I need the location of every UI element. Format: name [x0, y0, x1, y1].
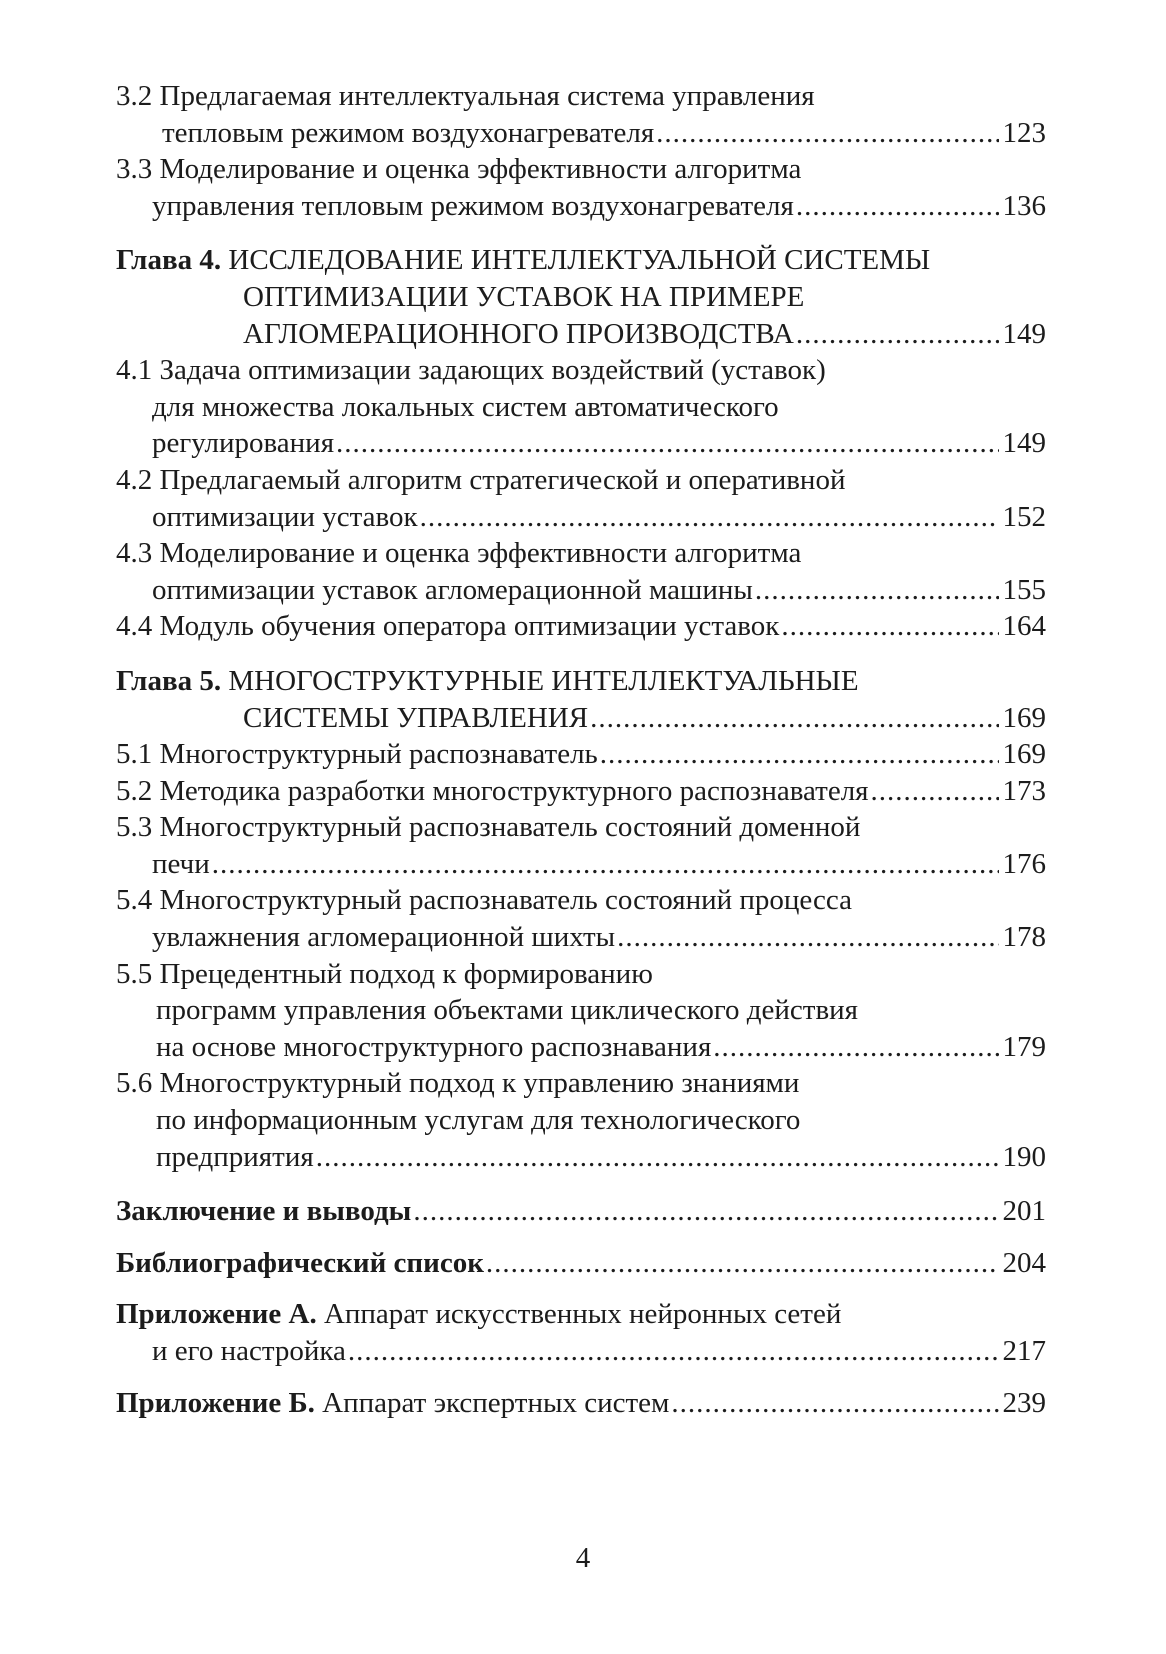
dot-leader [781, 608, 998, 645]
toc-entry-3-3 [116, 151, 1046, 224]
chapter-title: ОПТИМИЗАЦИИ УСТАВОК НА ПРИМЕРЕ [243, 280, 805, 313]
toc-entry-5-5 [116, 956, 1046, 1066]
toc-entry-text: тепловым режимом воздухонагревателя [162, 116, 655, 149]
toc-entry-text: 5.5 Прецедентный подход к формированию [116, 957, 653, 990]
dot-leader [871, 773, 999, 810]
dot-leader [656, 115, 998, 152]
toc-entry-text: 5.2 Методика разработки многоструктурного распознавателя [116, 774, 869, 807]
section-title: Библиографический список [116, 1246, 484, 1279]
page-ref: 169 [1002, 701, 1046, 734]
toc-entry-5-3 [116, 809, 1046, 882]
page-ref: 178 [1002, 921, 1046, 954]
toc-entry-5-6 [116, 1065, 1046, 1175]
toc-entry-4-1 [116, 352, 1046, 462]
toc-entry-text: 3.3 Моделирование и оценка эффективности алгоритма [116, 153, 802, 186]
page-number: 4 [575, 1542, 591, 1574]
toc-entry-text: 4.1 Задача оптимизации задающих воздействий (уставок) [116, 354, 826, 387]
toc-entry-text: печи [152, 847, 210, 880]
dot-leader [590, 700, 998, 737]
toc-entry-3-2 [116, 78, 1046, 151]
chapter-label: Глава 5. [116, 664, 222, 697]
toc-entry-text: 4.2 Предлагаемый алгоритм стратегической и оперативной [116, 463, 846, 496]
page-ref: 155 [1002, 573, 1046, 606]
page-ref: 217 [1002, 1335, 1046, 1367]
page-ref: 149 [1002, 427, 1046, 460]
chapter-label: Глава 4. [116, 244, 222, 277]
page-ref: 169 [1002, 738, 1046, 771]
toc-entry-5-1 [116, 736, 1046, 773]
dot-leader [600, 736, 999, 773]
toc-entry-text: оптимизации уставок агломерационной машины [152, 573, 753, 606]
toc-entry-4-4 [116, 608, 1046, 645]
appendix-title: и его настройка [152, 1335, 346, 1367]
toc-chapter-4 [116, 242, 1046, 352]
dot-leader [755, 572, 999, 609]
toc-entry-text: увлажнения агломерационной шихты [152, 921, 616, 954]
toc-entry-text: по информационным услугам для технологического [156, 1104, 801, 1137]
dot-leader [212, 846, 999, 883]
page-ref: 152 [1002, 500, 1046, 533]
dot-leader [486, 1245, 999, 1282]
chapter-title: ИССЛЕДОВАНИЕ ИНТЕЛЛЕКТУАЛЬНОЙ СИСТЕМЫ [221, 244, 931, 277]
dot-leader [713, 1029, 998, 1066]
toc-entry-4-2 [116, 462, 1046, 535]
appendix-title: Аппарат экспертных систем [314, 1386, 670, 1419]
page-ref: 176 [1002, 847, 1046, 880]
toc-entry-text: 5.4 Многоструктурный распознаватель состояний процесса [116, 884, 852, 917]
toc-bibliography [116, 1245, 1046, 1282]
page-ref: 136 [1002, 189, 1046, 222]
toc-entry-text: регулирования [152, 427, 335, 460]
page-ref: 123 [1002, 116, 1046, 149]
toc-entry-5-2 [116, 773, 1046, 810]
toc-entry-text: 4.4 Модуль обучения оператора оптимизации уставок [116, 610, 780, 643]
toc-appendix-a [116, 1296, 1046, 1369]
toc-entry-text: 3.2 Предлагаемая интеллектуальная система управления [116, 80, 815, 112]
toc-entry-text: 4.3 Моделирование и оценка эффективности алгоритма [116, 537, 802, 570]
page-ref: 190 [1002, 1140, 1046, 1173]
toc-appendix-b [116, 1385, 1046, 1422]
dot-leader [316, 1139, 999, 1176]
page-ref: 164 [1002, 610, 1046, 643]
dot-leader [671, 1385, 998, 1422]
dot-leader [413, 1193, 998, 1230]
dot-leader [420, 499, 999, 536]
dot-leader [348, 1333, 999, 1370]
toc-entry-text: 5.6 Многоструктурный подход к управлению знаниями [116, 1067, 800, 1100]
toc-entry-text: для множества локальных систем автоматического [152, 390, 779, 423]
table-of-contents [116, 78, 1046, 1421]
page-ref: 239 [1002, 1386, 1046, 1419]
dot-leader [617, 919, 998, 956]
chapter-title: СИСТЕМЫ УПРАВЛЕНИЯ [243, 701, 589, 734]
toc-entry-text: предприятия [156, 1140, 314, 1173]
toc-entry-5-4 [116, 882, 1046, 955]
dot-leader [796, 188, 999, 225]
toc-chapter-5 [116, 663, 1046, 736]
page-ref: 149 [1002, 317, 1046, 350]
toc-entry-text: 5.3 Многоструктурный распознаватель состояний доменной [116, 811, 861, 844]
toc-entry-text: оптимизации уставок [152, 500, 418, 533]
dot-leader [796, 316, 999, 353]
toc-entry-text: управления тепловым режимом воздухонагревателя [152, 189, 794, 222]
appendix-label: Приложение А. [116, 1298, 317, 1331]
page-ref: 179 [1002, 1030, 1046, 1063]
page-ref: 204 [1002, 1246, 1046, 1279]
toc-entry-text: программ управления объектами циклического действия [156, 994, 858, 1027]
page-ref: 201 [1002, 1195, 1046, 1228]
page-ref: 173 [1002, 774, 1046, 807]
toc-conclusion [116, 1193, 1046, 1230]
toc-entry-text: 5.1 Многоструктурный распознаватель [116, 738, 598, 771]
dot-leader [336, 425, 998, 462]
toc-entry-text: на основе многоструктурного распознавания [156, 1030, 712, 1063]
appendix-title: Аппарат искусственных нейронных сетей [316, 1298, 842, 1331]
toc-entry-4-3 [116, 535, 1046, 608]
chapter-title: МНОГОСТРУКТУРНЫЕ ИНТЕЛЛЕКТУАЛЬНЫЕ [221, 664, 859, 697]
section-title: Заключение и выводы [116, 1195, 412, 1228]
chapter-title: АГЛОМЕРАЦИОННОГО ПРОИЗВОДСТВА [243, 317, 794, 350]
appendix-label: Приложение Б. [116, 1386, 315, 1419]
